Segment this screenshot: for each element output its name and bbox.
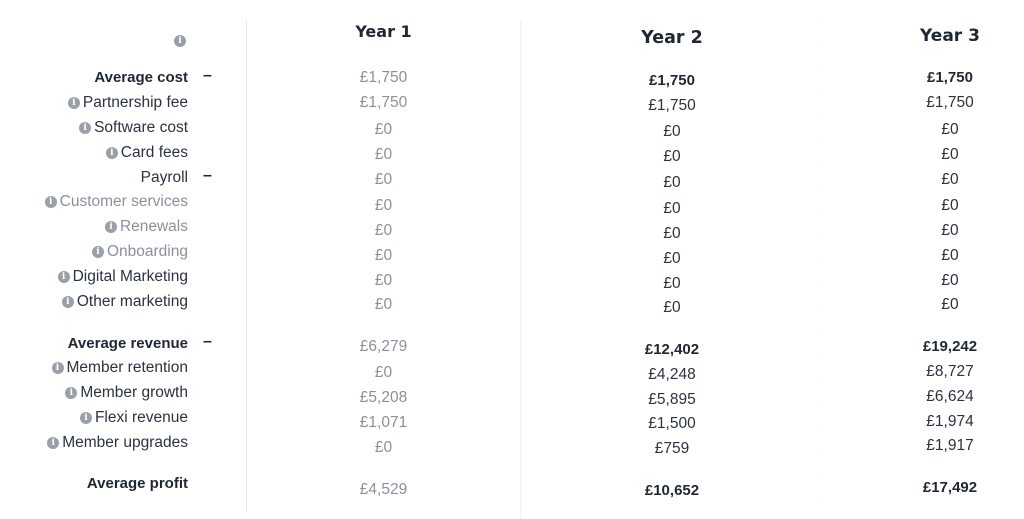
- year-1-header: Year 1: [355, 22, 412, 41]
- year-3-header: Year 3: [920, 26, 980, 46]
- year-2-header: Year 2: [641, 28, 703, 48]
- value-cell: £0: [663, 275, 681, 292]
- value-cell: £0: [941, 222, 959, 239]
- label-other-marketing: i Other marketing: [62, 293, 188, 311]
- value-cell: £17,492: [922, 479, 978, 496]
- value-cell: £0: [941, 197, 959, 214]
- value-cell: £0: [941, 146, 959, 163]
- label-flexi-revenue: i Flexi revenue: [80, 409, 188, 427]
- value-cell: £0: [663, 123, 681, 140]
- label-average-profit: Average profit: [86, 475, 188, 492]
- collapse-payroll-icon[interactable]: –: [203, 167, 212, 184]
- value-cell: £0: [941, 296, 959, 313]
- label-member-upgrades: i Member upgrades: [47, 434, 188, 452]
- value-cell: £0: [663, 200, 681, 217]
- info-icon[interactable]: i: [80, 412, 92, 424]
- info-icon[interactable]: i: [47, 437, 59, 449]
- value-cell: £0: [663, 225, 681, 242]
- value-cell: £8,727: [926, 363, 974, 380]
- row-labels-column: [0, 0, 246, 519]
- info-icon[interactable]: i: [52, 362, 64, 374]
- info-icon[interactable]: i: [58, 271, 70, 283]
- info-icon[interactable]: i: [68, 97, 80, 109]
- collapse-average-cost-icon[interactable]: –: [203, 67, 212, 84]
- value-cell: £12,402: [644, 341, 700, 358]
- value-cell: £1,750: [649, 72, 695, 89]
- value-cell: £0: [374, 171, 393, 188]
- label-member-growth: i Member growth: [65, 384, 188, 402]
- value-cell: £1,750: [926, 94, 974, 111]
- value-cell: £0: [941, 121, 959, 138]
- value-cell: £1,750: [927, 69, 973, 86]
- info-icon[interactable]: i: [105, 221, 117, 233]
- value-cell: £0: [374, 439, 393, 456]
- collapse-average-revenue-icon[interactable]: –: [203, 333, 212, 350]
- value-cell: £1,071: [359, 414, 408, 431]
- value-cell: £0: [941, 171, 959, 188]
- value-cell: £0: [374, 121, 393, 138]
- value-cell: £0: [374, 197, 393, 214]
- label-customer-services: i Customer services: [45, 193, 188, 211]
- info-icon[interactable]: i: [65, 387, 77, 399]
- label-card-fees: i Card fees: [106, 144, 188, 162]
- value-cell: £1,750: [359, 94, 408, 111]
- info-icon[interactable]: i: [174, 35, 186, 47]
- info-icon[interactable]: i: [79, 122, 91, 134]
- value-cell: £1,500: [648, 415, 696, 432]
- label-onboarding: i Onboarding: [92, 243, 188, 261]
- value-cell: £4,529: [359, 481, 408, 498]
- label-partnership-fee: i Partnership fee: [68, 94, 188, 112]
- value-cell: £19,242: [922, 338, 978, 355]
- value-cell: £0: [374, 247, 393, 264]
- value-cell: £0: [941, 247, 959, 264]
- value-cell: £0: [663, 174, 681, 191]
- value-cell: £5,208: [359, 389, 408, 406]
- label-renewals: i Renewals: [105, 218, 188, 236]
- value-cell: £6,279: [359, 338, 408, 355]
- value-cell: £0: [663, 250, 681, 267]
- value-cell: £0: [374, 364, 393, 381]
- label-average-revenue: Average revenue: [67, 335, 188, 352]
- value-cell: £10,652: [644, 482, 700, 499]
- label-average-cost: Average cost: [94, 69, 188, 86]
- value-cell: £0: [374, 296, 393, 313]
- label-member-retention: i Member retention: [52, 359, 188, 377]
- label-software-cost: i Software cost: [79, 119, 188, 137]
- value-cell: £5,895: [648, 391, 696, 408]
- info-icon[interactable]: i: [106, 147, 118, 159]
- value-cell: £1,974: [926, 413, 974, 430]
- year-3-column: [822, 0, 1024, 519]
- value-cell: £1,750: [648, 97, 696, 114]
- value-cell: £0: [374, 146, 393, 163]
- value-cell: £1,917: [926, 437, 974, 454]
- year-1-column: [247, 0, 520, 519]
- value-cell: £6,624: [926, 388, 974, 405]
- value-cell: £0: [663, 148, 681, 165]
- label-digital-marketing: i Digital Marketing: [58, 268, 188, 286]
- value-cell: £4,248: [648, 366, 696, 383]
- info-icon[interactable]: i: [62, 296, 74, 308]
- info-icon[interactable]: i: [45, 196, 57, 208]
- value-cell: £0: [374, 222, 393, 239]
- value-cell: £0: [663, 299, 681, 316]
- value-cell: £0: [374, 272, 393, 289]
- value-cell: £759: [654, 440, 690, 457]
- value-cell: £0: [941, 272, 959, 289]
- info-icon[interactable]: i: [92, 246, 104, 258]
- value-cell: £1,750: [359, 69, 408, 86]
- label-payroll: Payroll: [140, 169, 188, 186]
- year-2-column: [523, 0, 821, 519]
